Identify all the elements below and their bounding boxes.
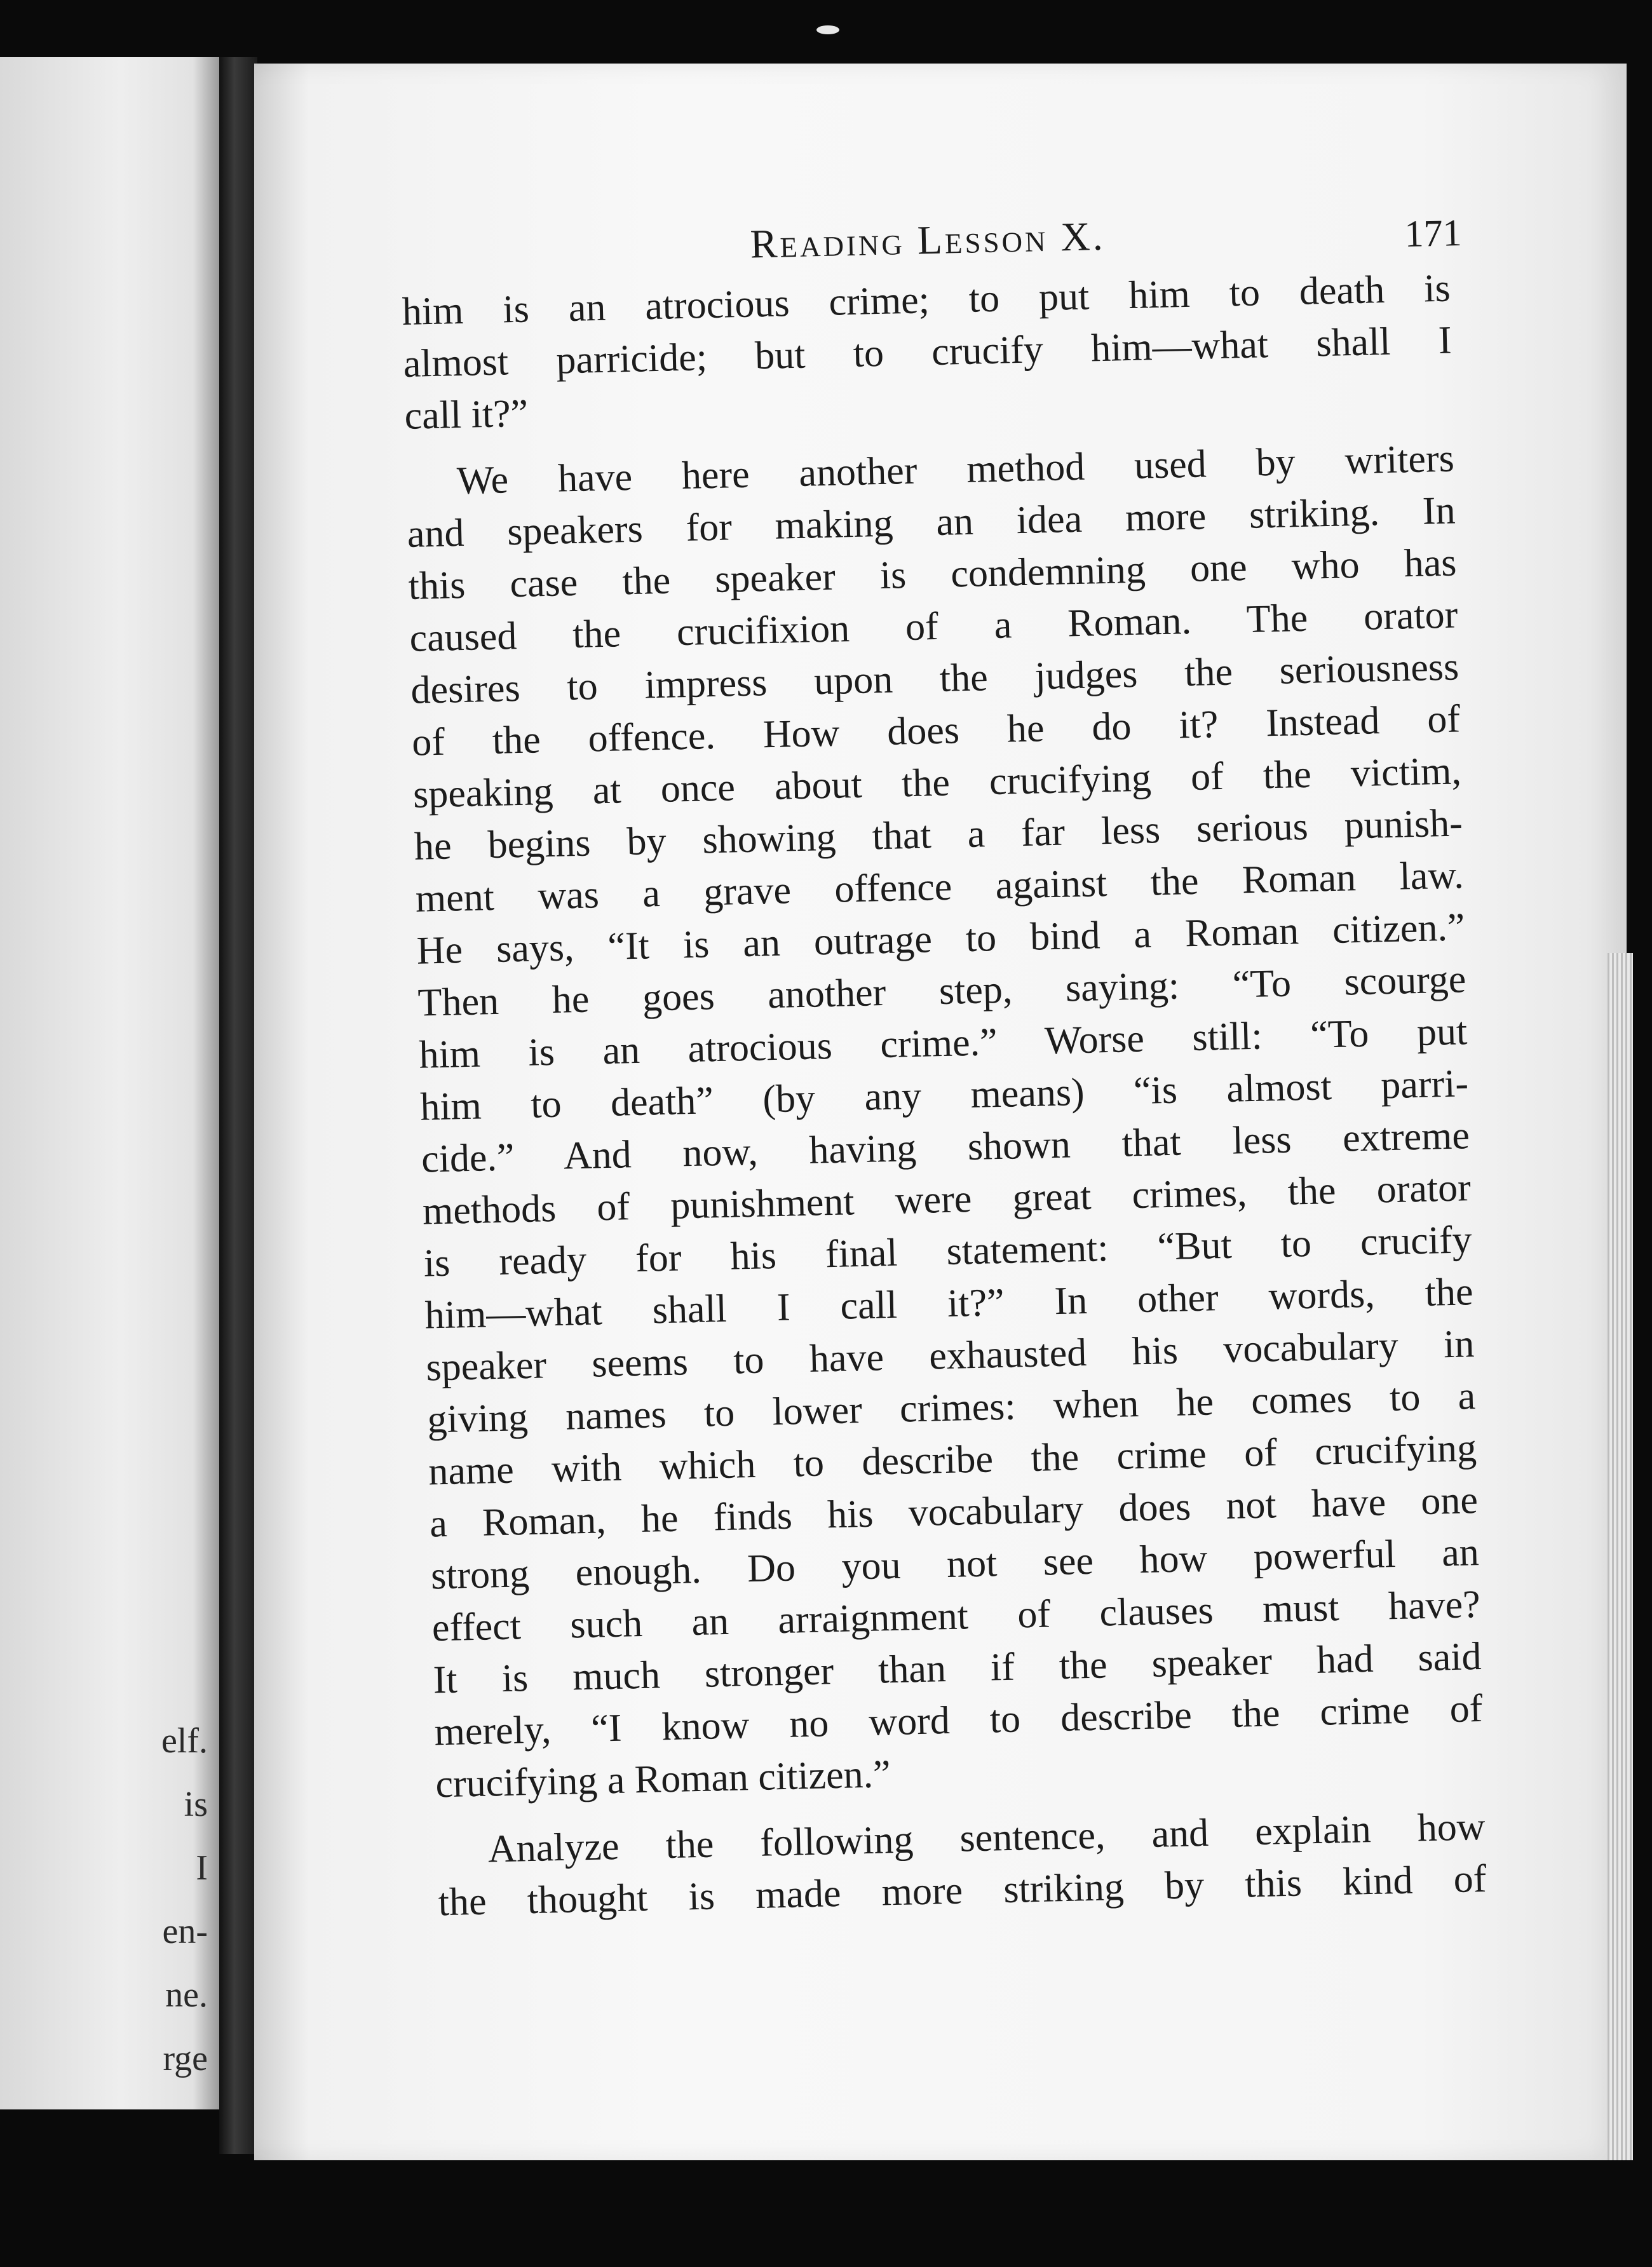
text-line: We have here another method used by writers	[456, 436, 1455, 503]
text-line: crucifying a Roman citizen.”	[435, 1752, 891, 1806]
text-line: of the offence. How does he do it? Instead of	[411, 697, 1461, 764]
text-line: is ready for his final statement: “But to crucify	[423, 1218, 1473, 1285]
text-line: strong enough. Do you not see how powerful an	[430, 1531, 1480, 1598]
text-line: Then he goes another step, saying: “To scourge	[417, 958, 1467, 1025]
text-line: merely, “I know no word to describe the crime of	[433, 1686, 1484, 1754]
left-fragment: rge	[163, 2039, 208, 2078]
text-line: giving names to lower crimes: when he comes to a	[426, 1374, 1476, 1442]
text-line: him—what shall I call it?” In other words, the	[424, 1270, 1474, 1337]
text-line: him to death” (by any means) “is almost parri-	[419, 1062, 1469, 1129]
text-line: name with which to describe the crime of crucifying	[428, 1426, 1477, 1494]
left-fragment: en-	[162, 1912, 208, 1951]
text-line: almost parricide; but to crucify him—what shall I	[403, 318, 1452, 386]
text-line: him is an atrocious crime.” Worse still: “To put	[418, 1010, 1468, 1077]
text-line: him is an atrocious crime; to put him to death is	[402, 266, 1451, 334]
text-line: the thought is made more striking by this kind of	[438, 1857, 1487, 1925]
text-line: Analyze the following sentence, and explain how	[487, 1804, 1486, 1871]
text-line: speaking at once about the crucifying of the victim,	[412, 749, 1462, 816]
paragraph	[402, 262, 1453, 442]
scan-mark	[816, 25, 839, 34]
text-line: It is much stronger than if the speaker had said	[433, 1634, 1482, 1702]
text-line: methods of punishment were great crimes, the orator	[422, 1166, 1472, 1233]
text-line: he begins by showing that a far less serious punish-	[414, 801, 1463, 869]
text-line: and speakers for making an idea more striking. In	[407, 489, 1456, 556]
text-line: caused the crucifixion of a Roman. The orator	[409, 593, 1458, 660]
page-text-block	[400, 205, 1487, 1929]
page-number: 171	[1404, 212, 1463, 255]
text-line: this case the speaker is condemning one who has	[408, 541, 1458, 608]
text-line: speaker seems to have exhausted his vocabulary in	[425, 1322, 1475, 1390]
text-line: call it?”	[403, 391, 529, 438]
left-page-text-fragments	[81, 1709, 208, 2090]
book-gutter	[219, 57, 257, 2154]
page-edges	[1608, 953, 1633, 2160]
text-line: cide.” And now, having shown that less extreme	[421, 1114, 1470, 1181]
left-fragment: is	[184, 1785, 208, 1824]
left-fragment: ne.	[165, 1975, 208, 2015]
text-line: He says, “It is an outrage to bind a Roman citizen.”	[416, 905, 1466, 973]
paragraph	[405, 432, 1484, 1810]
running-title: Reading Lesson X.	[749, 213, 1106, 267]
left-fragment: I	[196, 1848, 208, 1888]
left-page	[0, 57, 219, 2109]
left-fragment: elf.	[161, 1721, 208, 1761]
text-line: effect such an arraignment of clauses must have?	[431, 1583, 1481, 1650]
text-line: ment was a grave offence against the Roman law.	[415, 853, 1465, 921]
text-line: a Roman, he finds his vocabulary does not have one	[429, 1479, 1479, 1546]
text-line: desires to impress upon the judges the seriousness	[410, 645, 1459, 712]
